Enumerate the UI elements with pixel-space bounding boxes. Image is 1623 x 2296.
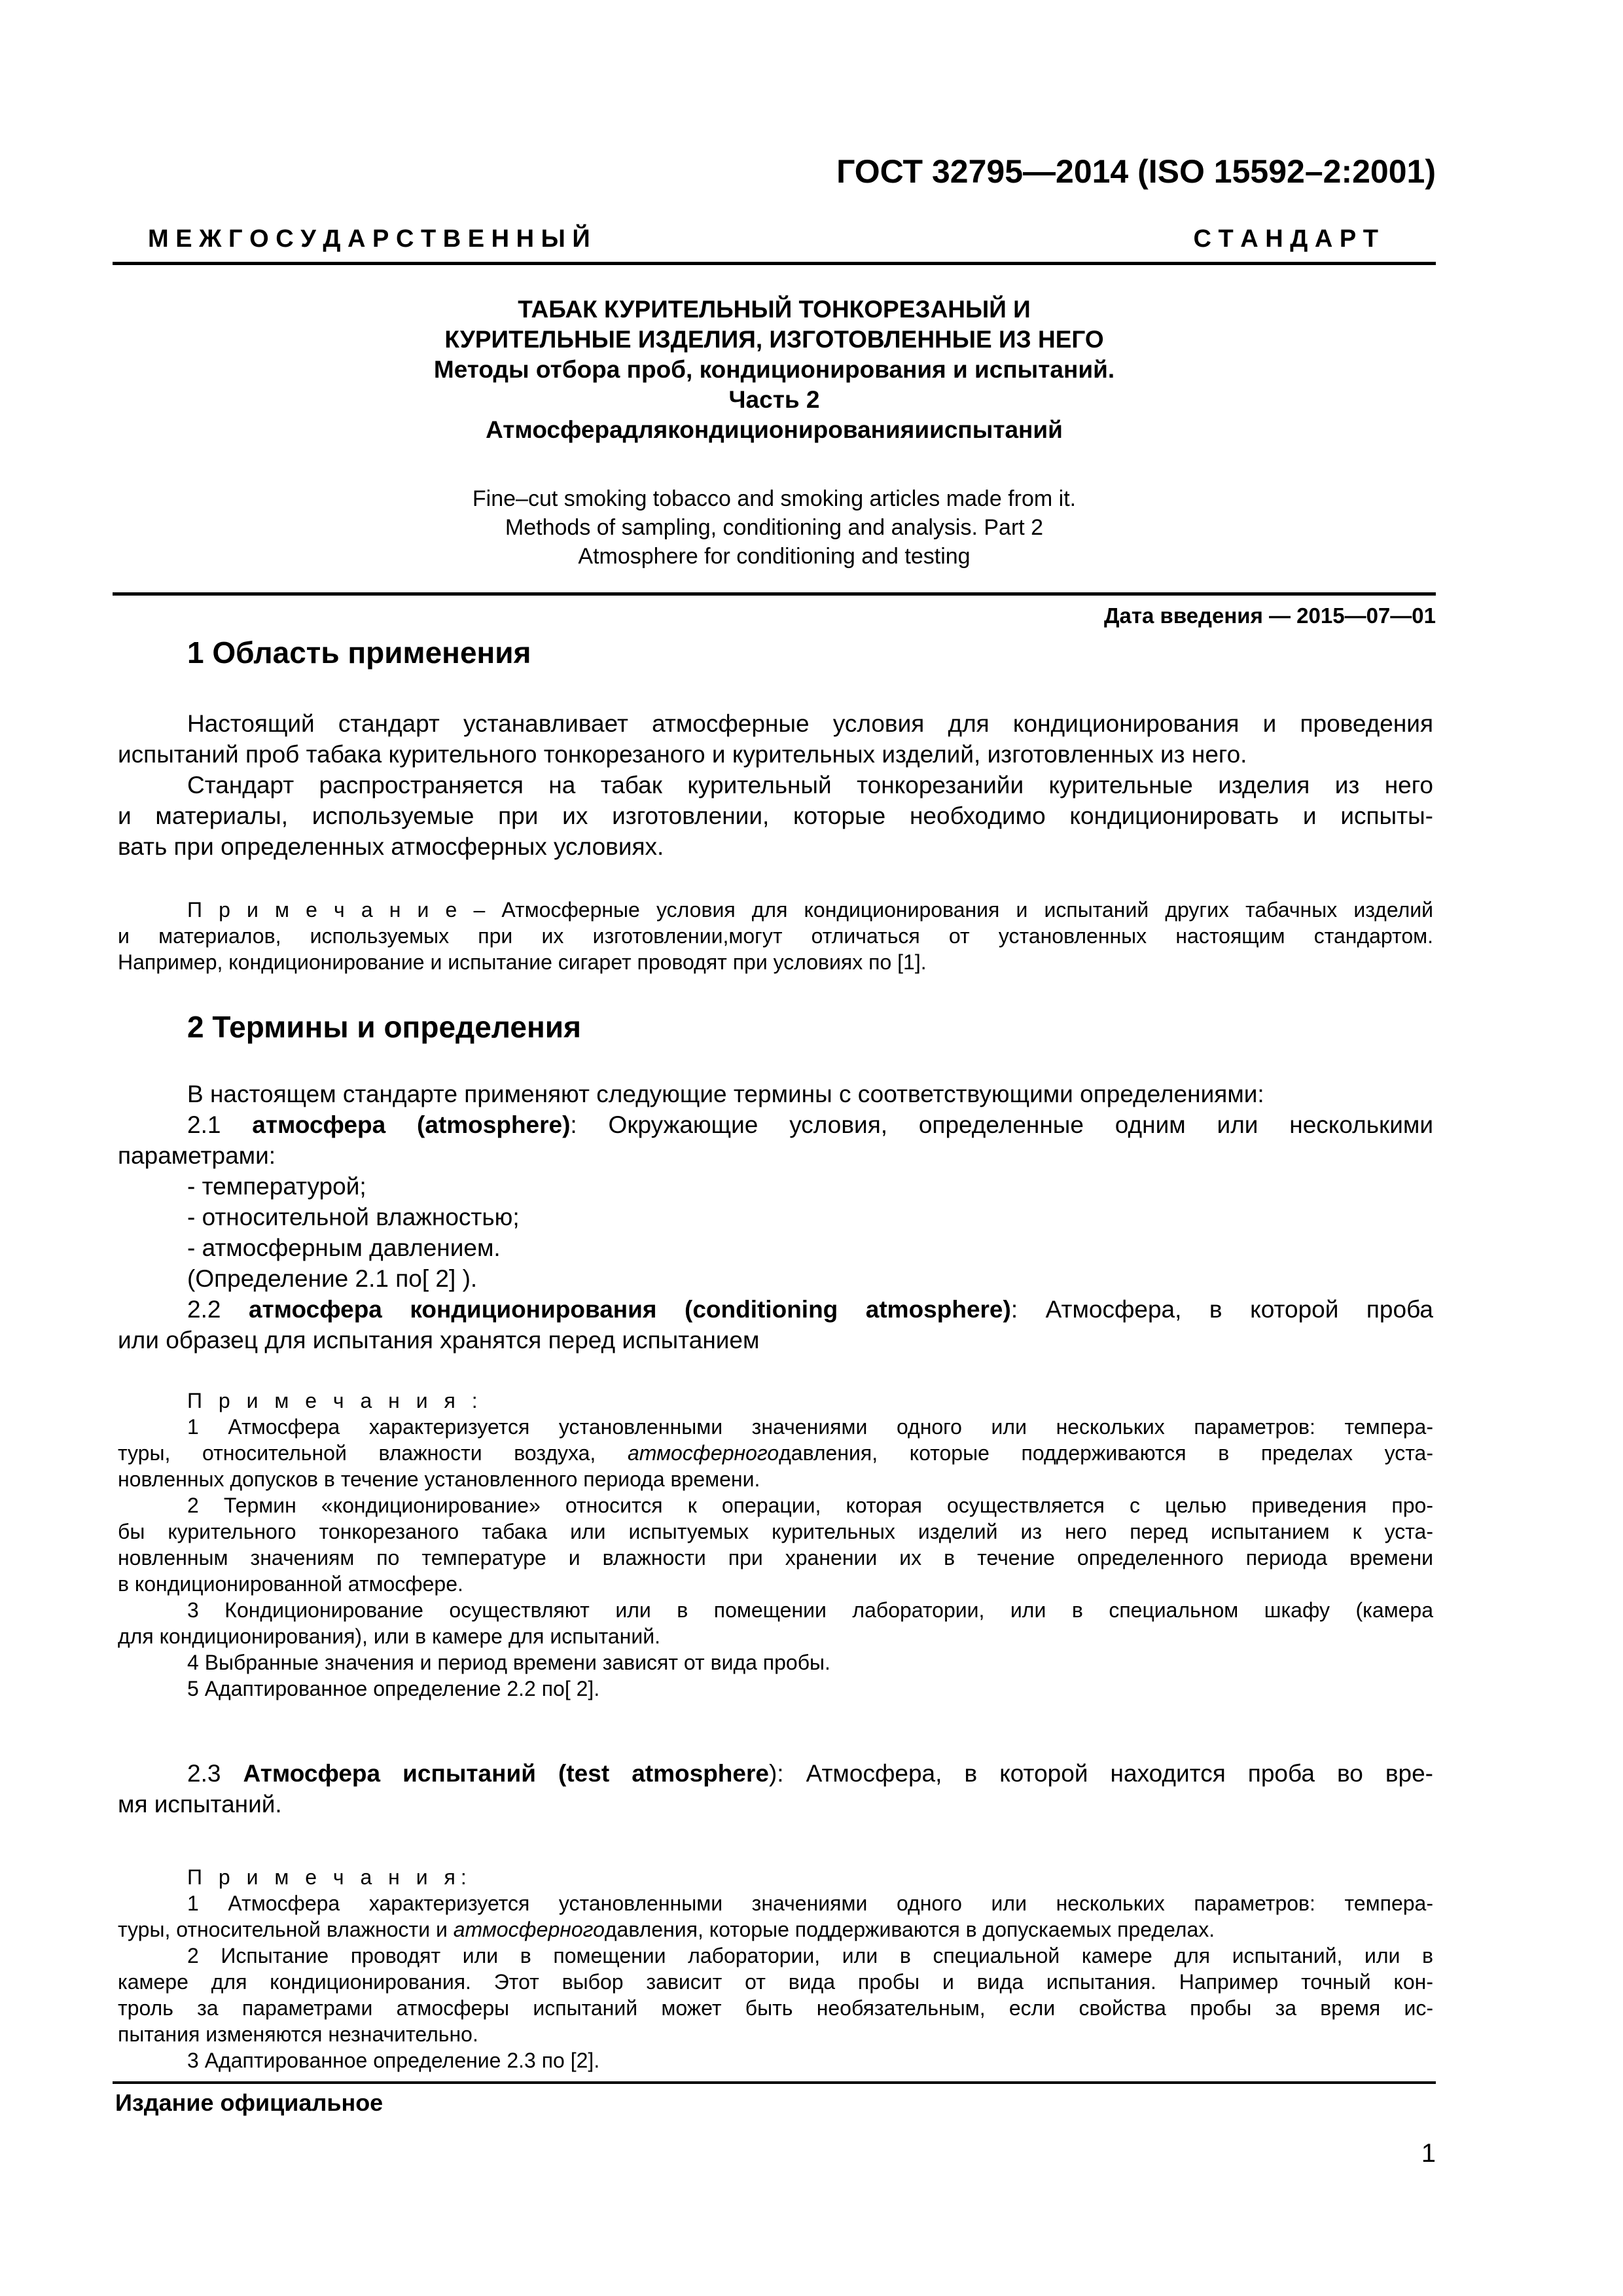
term-2-2 xyxy=(118,1294,1433,1325)
note-2-2-line xyxy=(118,1440,1433,1466)
s1-note-line: и материалов, используемых при их изготовлении,могут отличаться от установленных настоящим стандартом. xyxy=(118,924,1433,948)
s1-p2-line: Стандарт распространяется на табак курительный тонкорезанийи курительные изделия из него xyxy=(187,772,1433,798)
note-emphasis: атмосферного xyxy=(453,1918,605,1941)
term-2-1 xyxy=(118,1109,1433,1140)
s1-note-line xyxy=(118,897,1433,923)
note-2-2-line: 2 Термин «кондиционирование» относится к операции, которая осуществляется с целью приведения про- xyxy=(187,1494,1433,1517)
note-2-2-line: новленных допусков в течение установленного периода времени. xyxy=(118,1467,760,1491)
standard-banner xyxy=(148,225,1378,253)
footer-rule xyxy=(113,2081,1436,2084)
term-2-1-cont: параметрами: xyxy=(118,1142,276,1169)
official-edition-label: Издание официальное xyxy=(115,2089,383,2116)
note-text: – Атмосферные условия для кондиционирования и испытаний других табачных изделий xyxy=(457,898,1434,922)
section-2-terms xyxy=(118,1079,1433,1355)
notes-2-3 xyxy=(118,1864,1433,2073)
banner-word-standard: С Т А Н Д А Р Т xyxy=(1193,225,1378,253)
note-2-2-line: для кондиционирования), или в камере для испытаний. xyxy=(118,1624,660,1648)
section-1-note xyxy=(118,897,1433,975)
note-emphasis: атмосферного xyxy=(627,1441,779,1465)
note-2-3-line: камере для кондиционирования. Этот выбор зависит от вида пробы и вида испытания. Например точный кон- xyxy=(118,1970,1433,1994)
note-label: П р и м е ч а н и е xyxy=(187,898,457,922)
note-2-3-line: троль за параметрами атмосферы испытаний может быть необязательным, если свойства пробы за время ис- xyxy=(118,1996,1433,2020)
term-number: 2.3 xyxy=(187,1760,243,1787)
section-2-heading: 2 Термины и определения xyxy=(187,1010,581,1044)
notes-label: П р и м е ч а н и я : xyxy=(187,1389,483,1412)
title-en-line-1: Fine–cut smoking tobacco and smoking articles made from it. xyxy=(472,486,1077,511)
note-2-3-line: 2 Испытание проводят или в помещении лаборатории, или в специальной камере для испытаний, или в xyxy=(187,1944,1433,1967)
note-2-2-line: 4 Выбранные значения и период времени зависят от вида пробы. xyxy=(187,1651,830,1674)
term-2-1-item: - относительной влажностью; xyxy=(187,1204,520,1230)
introduction-date: Дата введения — 2015—07—01 xyxy=(1104,603,1436,628)
note-2-3-line: 3 Адаптированное определение 2.3 по [2]. xyxy=(187,2049,600,2072)
note-2-2-line: 3 Кондиционирование осуществляют или в помещении лаборатории, или в специальном шкафу (камера xyxy=(187,1598,1433,1622)
term-name: Атмосфера испытаний (test atmosphere xyxy=(243,1760,769,1787)
notes-label: П р и м е ч а н и я: xyxy=(187,1865,472,1889)
s1-p2-line: и материалы, используемые при их изготовлении, которые необходимо кондиционировать и испыты- xyxy=(118,802,1433,829)
section-1-heading: 1 Область применения xyxy=(187,636,531,670)
term-2-1-reference: (Определение 2.1 по[ 2] ). xyxy=(187,1265,478,1292)
term-definition: ): Атмосфера, в которой находится проба во вре- xyxy=(768,1760,1434,1787)
term-name: атмосфера кондиционирования (conditioning atmosphere) xyxy=(248,1296,1011,1323)
term-number: 2.2 xyxy=(187,1296,249,1323)
note-2-3-line: 1 Атмосфера характеризуется установленными значениями одного или нескольких параметров: темпера- xyxy=(187,1892,1433,1915)
term-2-1-item: - температурой; xyxy=(187,1173,366,1200)
title-ru-line-1: ТАБАК КУРИТЕЛЬНЫЙ ТОНКОРЕЗАНЫЙ И xyxy=(518,296,1031,323)
s1-note-line: Например, кондиционирование и испытание сигарет проводят при условиях по [1]. xyxy=(118,950,927,974)
s2-intro: В настоящем стандарте применяют следующие термины с соответствующими определениями: xyxy=(187,1081,1264,1107)
header-rule xyxy=(113,262,1436,265)
note-text: туры, относительной влажности и xyxy=(118,1918,454,1941)
term-2-1-item: - атмосферным давлением. xyxy=(187,1234,501,1261)
banner-word-interstate: М Е Ж Г О С У Д А Р С Т В Е Н Н Ы Й xyxy=(148,225,590,253)
title-ru-line-5: Атмосферадлякондиционированияииспытаний xyxy=(486,416,1063,443)
term-2-3-cont: мя испытаний. xyxy=(118,1791,282,1818)
s1-p1-line: Настоящий стандарт устанавливает атмосферные условия для кондиционирования и проведения xyxy=(187,710,1433,737)
title-english xyxy=(113,484,1436,571)
term-2-3-block xyxy=(118,1758,1433,1820)
note-2-2-line: 5 Адаптированное определение 2.2 по[ 2]. xyxy=(187,1677,600,1700)
term-2-2-cont: или образец для испытания хранятся перед испытанием xyxy=(118,1327,760,1354)
section-1-body xyxy=(118,708,1433,862)
title-ru-line-3: Методы отбора проб, кондиционирования и испытаний. xyxy=(433,356,1115,383)
page-number: 1 xyxy=(1421,2139,1436,2168)
term-definition: : Окружающие условия, определенные одним или несколькими xyxy=(570,1111,1433,1138)
document-title xyxy=(113,295,1436,445)
note-text: давления, которые поддерживаются в пределах уста- xyxy=(779,1441,1434,1465)
standard-number: ГОСТ 32795—2014 (ISO 15592–2:2001) xyxy=(836,153,1436,190)
note-text: давления, которые поддерживаются в допускаемых пределах. xyxy=(604,1918,1215,1941)
note-2-3-line xyxy=(118,1916,1433,1943)
title-en-line-2: Methods of sampling, conditioning and analysis. Part 2 xyxy=(505,515,1044,540)
s1-p1-line: испытаний проб табака курительного тонкорезаного и курительных изделий, изготовленных из него. xyxy=(118,741,1247,768)
title-en-line-3: Atmosphere for conditioning and testing xyxy=(578,544,971,569)
title-ru-line-2: КУРИТЕЛЬНЫЕ ИЗДЕЛИЯ, ИЗГОТОВЛЕННЫЕ ИЗ НЕГО xyxy=(444,326,1104,353)
term-number: 2.1 xyxy=(187,1111,253,1138)
term-definition: : Атмосфера, в которой проба xyxy=(1010,1296,1434,1323)
note-2-2-line: бы курительного тонкорезаного табака или испытуемых курительных изделий из него перед испытанием к уста- xyxy=(118,1520,1433,1543)
note-2-2-line: в кондиционированной атмосфере. xyxy=(118,1572,463,1596)
note-2-2-line: новленным значениям по температуре и влажности при хранении их в течение определенного периода времени xyxy=(118,1546,1433,1570)
note-2-2-line: 1 Атмосфера характеризуется установленными значениями одного или нескольких параметров: темпера- xyxy=(187,1415,1433,1439)
term-name: атмосфера (atmosphere) xyxy=(252,1111,571,1138)
notes-2-2 xyxy=(118,1388,1433,1702)
note-text: туры, относительной влажности воздуха, xyxy=(118,1441,628,1465)
title-ru-line-4: Часть 2 xyxy=(728,386,820,413)
title-rule xyxy=(113,592,1436,596)
note-2-3-line: пытания изменяются незначительно. xyxy=(118,2022,478,2046)
s1-p2-line: вать при определенных атмосферных условиях. xyxy=(118,833,664,860)
term-2-3 xyxy=(118,1758,1433,1789)
